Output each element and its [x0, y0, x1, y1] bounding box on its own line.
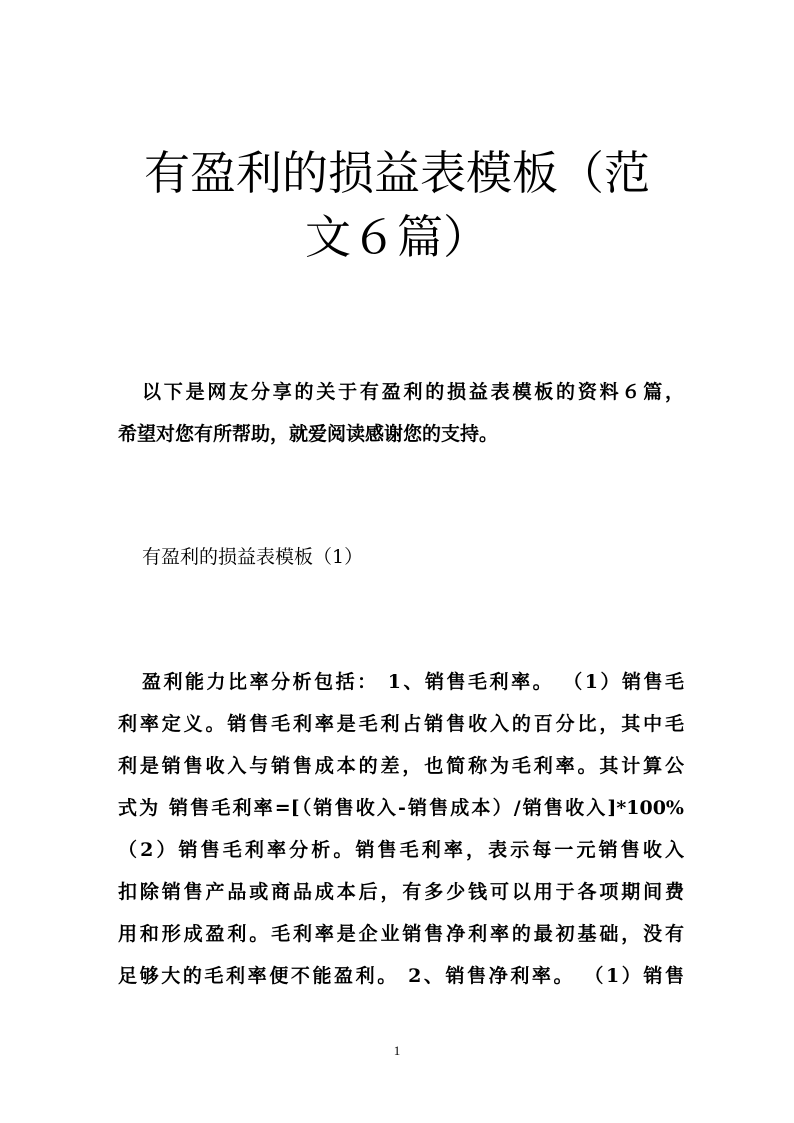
- body-line-1: 盈利能力比率分析包括： 1、销售毛利率。 （1）销售毛: [142, 671, 684, 693]
- body-line-8: 足够大的毛利率便不能盈利。 2、销售净利率。 （1）销售: [118, 965, 684, 987]
- page-number: 1: [393, 1043, 401, 1058]
- intro-paragraph-line-2: 希望对您有所帮助，就爱阅读感谢您的支持。: [118, 423, 499, 445]
- body-line-4: 式为 销售毛利率=[（销售收入-销售成本）/销售收入]*100%: [118, 797, 684, 819]
- body-line-6: 扣除销售产品或商品成本后，有多少钱可以用于各项期间费: [118, 881, 684, 903]
- document-title-line-1: 有盈利的损益表模板（范: [144, 146, 650, 200]
- body-line-5: （2）销售毛利率分析。销售毛利率，表示每一元销售收入: [118, 839, 684, 861]
- intro-paragraph-line-1: 以下是网友分享的关于有盈利的损益表模板的资料６篇，: [142, 381, 684, 403]
- document-title-line-2: 文６篇）: [305, 210, 489, 264]
- section-heading: 有盈利的损益表模板（1）: [142, 546, 364, 568]
- body-line-2: 利率定义。销售毛利率是毛利占销售收入的百分比，其中毛: [118, 713, 684, 735]
- body-line-7: 用和形成盈利。毛利率是企业销售净利率的最初基础，没有: [118, 923, 684, 945]
- body-line-3: 利是销售收入与销售成本的差，也简称为毛利率。其计算公: [118, 755, 684, 777]
